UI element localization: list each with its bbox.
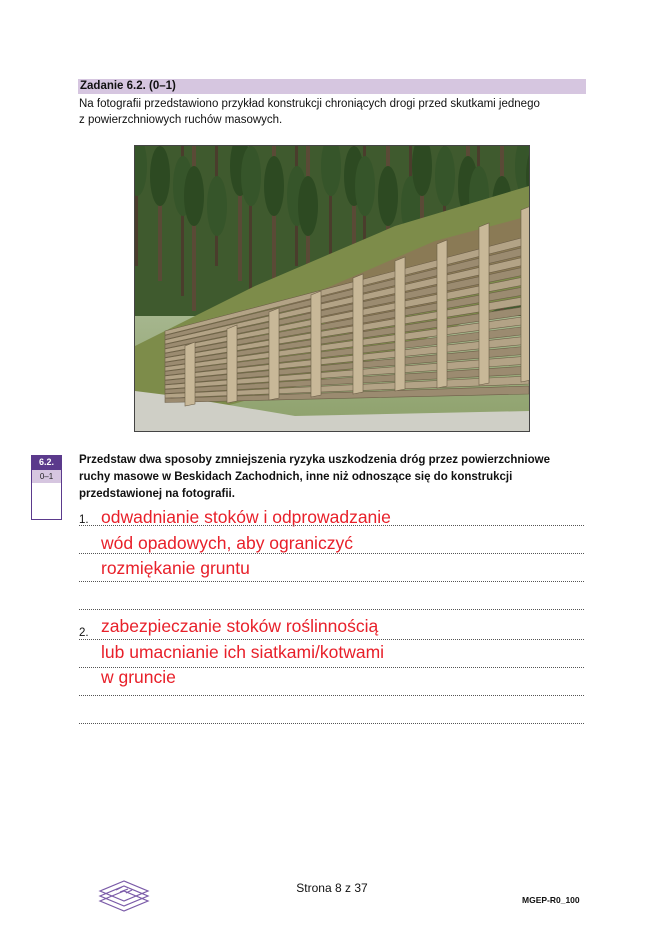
answer-2-line-2: lub umacnianie ich siatkami/kotwami [101, 642, 385, 662]
question-text [79, 452, 589, 503]
answer-2-line-3: w gruncie [101, 667, 176, 687]
page-number: Strona 8 z 37 [296, 881, 368, 895]
score-box [31, 483, 62, 520]
answer-line [79, 695, 584, 696]
answer-line [79, 609, 584, 610]
intro-line-2: z powierzchniowych ruchów masowych. [79, 114, 283, 126]
answer-1-line-1: odwadnianie stoków i odprowadzanie [101, 507, 391, 527]
answer-line [79, 525, 584, 526]
answer-line [79, 553, 584, 554]
question-line-2: ruchy masowe w Beskidach Zachodnich, inne niż odnoszące się do konstrukcji [79, 471, 513, 483]
answer-2-line-1: zabezpieczanie stoków roślinnością [101, 616, 379, 636]
question-line-3: przedstawionej na fotografii. [79, 488, 235, 500]
task-badge [31, 455, 62, 521]
task-intro [79, 96, 587, 128]
answer-line [79, 639, 584, 640]
answer-1-number: 1. [79, 514, 89, 526]
answer-2-number: 2. [79, 627, 89, 639]
answer-line [79, 723, 584, 724]
question-line-1: Przedstaw dwa sposoby zmniejszenia ryzyka uszkodzenia dróg przez powierzchniowe [79, 454, 550, 466]
photo-log-retaining-wall [134, 145, 530, 432]
badge-points: 0–1 [31, 470, 62, 483]
exam-code: MGEP-R0_100 [522, 895, 580, 905]
answer-1-line-2: wód opadowych, aby ograniczyć [101, 533, 353, 553]
badge-number: 6.2. [31, 455, 62, 470]
task-header: Zadanie 6.2. (0–1) [78, 79, 586, 94]
answer-line [79, 581, 584, 582]
answer-1-line-3: rozmiękanie gruntu [101, 558, 250, 578]
intro-line-1: Na fotografii przedstawiono przykład konstrukcji chroniących drogi przed skutkami jednego [79, 98, 540, 110]
